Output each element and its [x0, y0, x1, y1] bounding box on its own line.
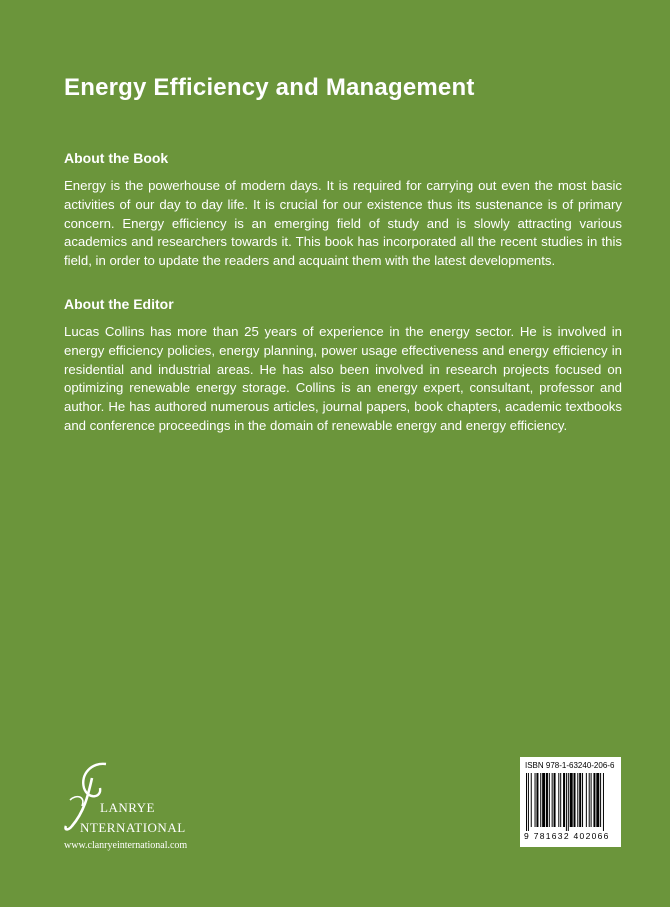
about-editor-text: Lucas Collins has more than 25 years of experience in the energy sector. He is involved in energy efficiency policies, energy planning, power usage effectiveness and energy efficiency in residential and industrial areas. He has also been involved in research projects focused on optimizing renewable energy storage. Collins is an energy expert, consultant, professor and author. He has authored numerous articles, journal papers, book chapters, academic textbooks and conference proceedings in the domain of renewable energy and energy efficiency. — [64, 324, 622, 433]
barcode-box — [520, 757, 621, 847]
about-book-heading: About the Book — [64, 150, 169, 166]
barcode-bar — [549, 773, 550, 827]
barcode-bar — [586, 773, 587, 827]
isbn-label: ISBN 978-1-63240-206-6 — [525, 761, 615, 770]
barcode-bar — [582, 773, 583, 827]
barcode-bar — [600, 773, 601, 827]
publisher-url: www.clanryeinternational.com — [64, 840, 188, 851]
barcode-bar — [589, 773, 590, 827]
barcode-bar — [577, 773, 578, 827]
barcode-bar — [535, 773, 536, 827]
barcode-icon — [526, 773, 615, 831]
barcode-bar — [568, 773, 569, 831]
about-book-text: Energy is the powerhouse of modern days. It is required for carrying out even the most basic activities of our day to day life. It is crucial for our existence thus its sustenance is of primary concern. Energy efficiency is an emerging field of study and is slowly attracting various academics and researchers towards it. This book has incorporated all the recent studies in this field, in order to update the readers and acquaint them with the latest developments. — [64, 178, 622, 269]
barcode-bar — [593, 773, 595, 827]
barcode-bar — [570, 773, 573, 827]
barcode-bar — [563, 773, 565, 827]
book-title: Energy Efficiency and Management — [64, 74, 475, 101]
publisher-name-line1: LANRYE — [100, 800, 155, 815]
publisher-logo — [62, 760, 242, 855]
barcode-bar — [579, 773, 581, 827]
about-editor-heading: About the Editor — [64, 296, 174, 312]
barcode-bar — [542, 773, 545, 827]
barcode-bar — [558, 773, 559, 827]
barcode-bar — [552, 773, 553, 827]
publisher-name-line2: NTERNATIONAL — [80, 820, 186, 835]
barcode-digits: 9 781632 402066 — [524, 831, 610, 841]
barcode-bar — [603, 773, 604, 831]
barcode-bar — [546, 773, 548, 827]
barcode-bar — [536, 773, 538, 827]
barcode-bar — [531, 773, 532, 827]
barcode-bar — [554, 773, 556, 827]
barcode-bar — [528, 773, 529, 831]
barcode-bar — [596, 773, 599, 827]
barcode-bar — [574, 773, 576, 827]
barcode-bar — [526, 773, 527, 831]
barcode-bar — [560, 773, 561, 827]
barcode-bar — [591, 773, 592, 827]
barcode-bar — [540, 773, 541, 827]
barcode-bar — [566, 773, 567, 831]
